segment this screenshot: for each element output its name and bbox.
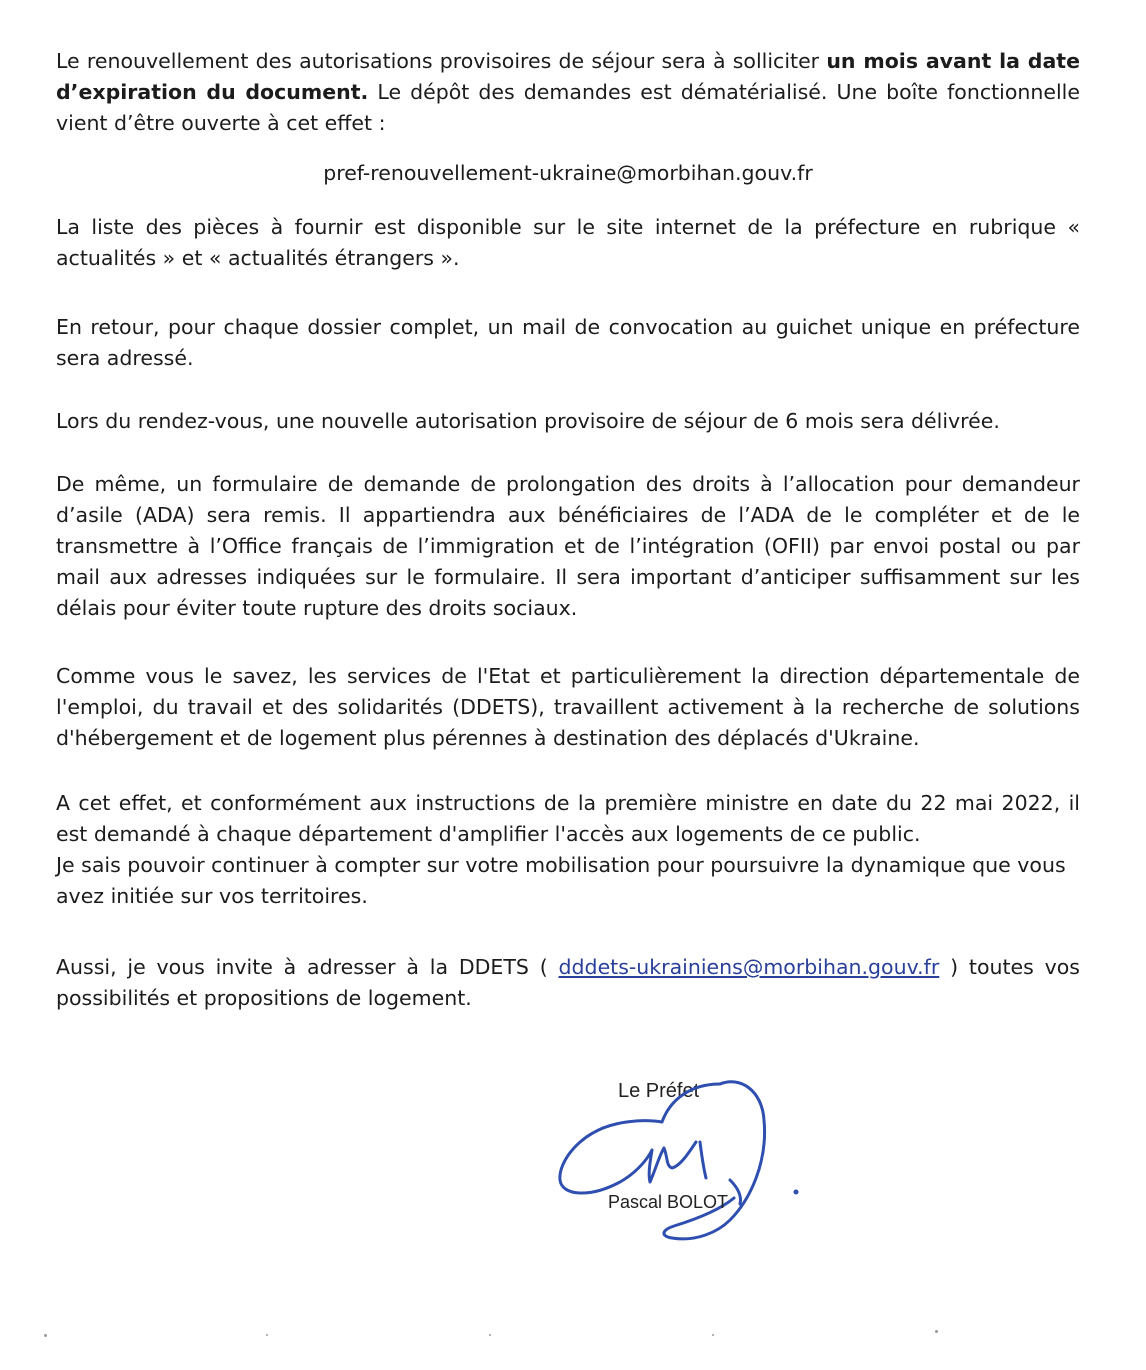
signature-block (550, 1070, 810, 1250)
scan-speck (712, 1334, 714, 1336)
paragraph-mobilisation: Je sais pouvoir continuer à compter sur votre mobilisation pour poursuivre la dynamique que vous avez initiée sur vos territoires. (56, 853, 1066, 908)
paragraph-housing-proposals (56, 952, 1080, 1014)
renewal-email-address: pref-renouvellement-ukraine@morbihan.gouv.fr (323, 161, 813, 185)
signatory-name: Pascal BOLOT (608, 1192, 729, 1212)
ddets-email-link[interactable]: dddets-ukrainiens@morbihan.gouv.fr (558, 955, 940, 979)
renewal-text-end: Le dépôt des demandes est dématérialisé. Une boîte fonctionnelle vient d’être ouverte à cet effet : (56, 80, 1080, 135)
paragraph-appointment: Lors du rendez-vous, une nouvelle autorisation provisoire de séjour de 6 mois sera délivrée. (56, 409, 1000, 433)
renewal-deadline-bold: un mois avant la date d’expiration du document. (56, 49, 1081, 104)
paragraph-renewal (56, 46, 1080, 139)
signatory-title: Le Préfet (618, 1080, 700, 1102)
scan-speck (489, 1334, 491, 1336)
paragraph-instructions: A cet effet, et conformément aux instructions de la première ministre en date du 22 mai 2022, il est demandé à chaque département d'amplifier l'accès aux logements de ce public. (56, 791, 1080, 846)
proposals-text-start: Aussi, je vous invite à adresser à la DDETS ( (56, 955, 559, 979)
handwritten-signature (550, 1070, 810, 1250)
scan-speck (266, 1334, 268, 1336)
paragraph-housing-services: Comme vous le savez, les services de l'Etat et particulièrement la direction départementale de l'emploi, du travail et des solidarités (DDETS), travaillent activement à la recherche de solutions d'hébergement et de logement plus pérennes à destination des déplacés d'Ukraine. (56, 664, 1080, 750)
scan-speck (935, 1330, 938, 1333)
renewal-text-start: Le renouvellement des autorisations provisoires de séjour sera à solliciter (56, 49, 827, 73)
paragraph-documents-list: La liste des pièces à fournir est disponible sur le site internet de la préfecture en rubrique « actualités » et « actualités étrangers ». (56, 215, 1080, 270)
scan-speck (44, 1334, 47, 1337)
paragraph-convocation: En retour, pour chaque dossier complet, un mail de convocation au guichet unique en préfecture sera adressé. (56, 315, 1080, 370)
paragraph-ada-form: De même, un formulaire de demande de prolongation des droits à l’allocation pour demandeur d’asile (ADA) sera remis. Il appartiendra aux bénéficiaires de l’ADA de le compléter et de le transmettre à l’Office français de l’immigration et de l’intégration (OFII) par envoi postal ou par mail aux adresses indiquées sur le formulaire. Il sera important d’anticiper suffisamment sur les délais pour éviter toute rupture des droits sociaux. (56, 472, 1080, 620)
proposals-text-end: ) toutes vos possibilités et propositions de logement. (56, 955, 1080, 1010)
